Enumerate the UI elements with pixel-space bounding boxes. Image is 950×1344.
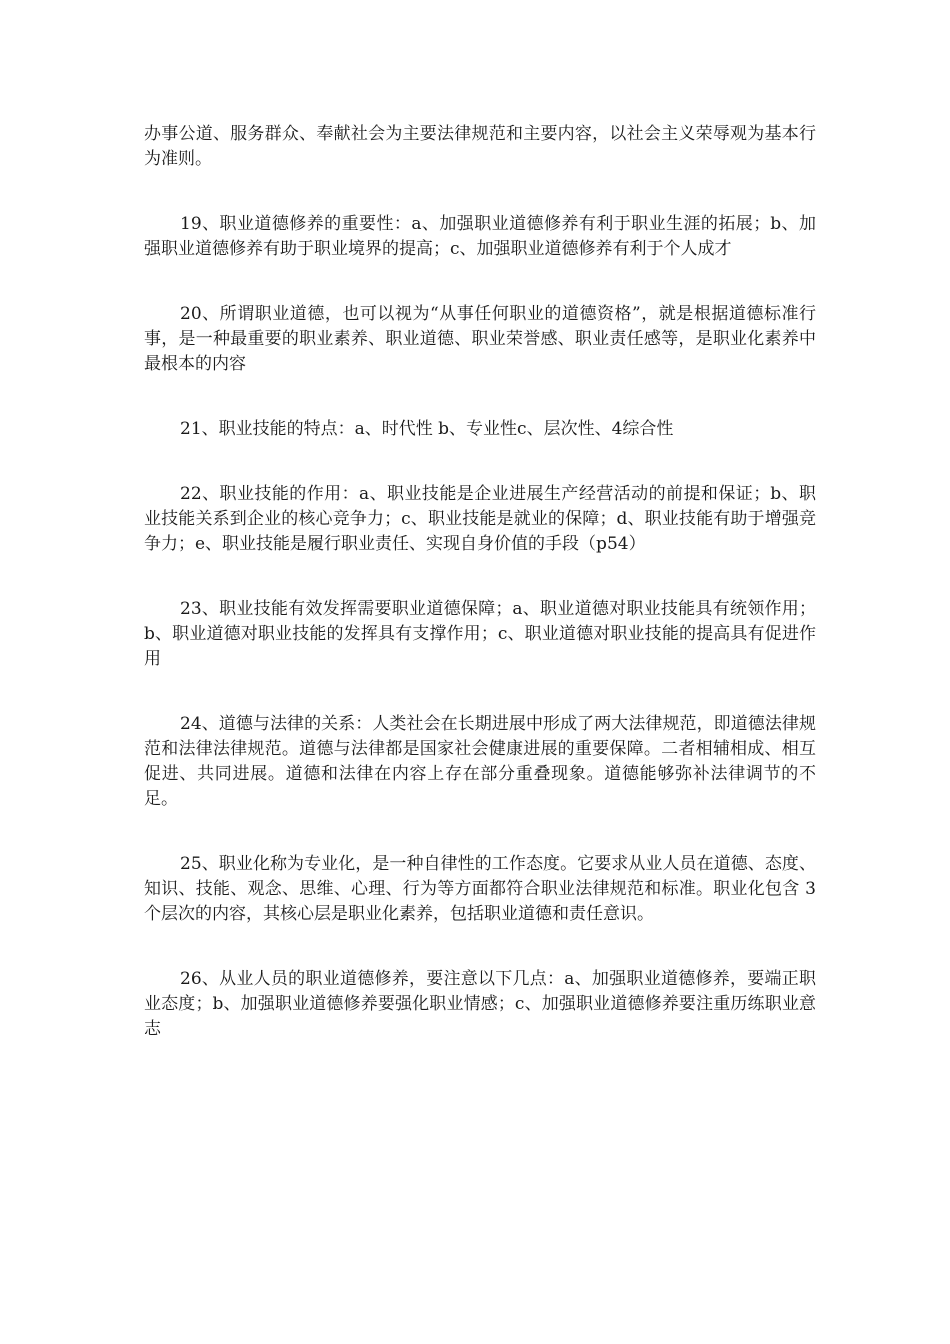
paragraph-gap (144, 672, 816, 712)
paragraph-23: 23、职业技能有效发挥需要职业道德保障；a、职业道德对职业技能具有统领作用；b、职业道德对职业技能的发挥具有支撑作用；c、职业道德对职业技能的提高具有促进作用 (144, 599, 816, 669)
paragraph-gap (144, 927, 816, 967)
paragraph-gap (144, 812, 816, 852)
paragraph-19: 19、职业道德修养的重要性：a、加强职业道德修养有利于职业生涯的拓展；b、加强职业道德修养有助于职业境界的提高；c、加强职业道德修养有利于个人成才 (144, 214, 816, 259)
paragraph-18-continuation: 办事公道、服务群众、奉献社会为主要法律规范和主要内容，以社会主义荣辱观为基本行为准则。 (144, 124, 816, 169)
paragraph-gap (144, 172, 816, 212)
document-page (144, 122, 816, 1042)
paragraph-22: 22、职业技能的作用：a、职业技能是企业进展生产经营活动的前提和保证；b、职业技能关系到企业的核心竞争力；c、职业技能是就业的保障；d、职业技能有助于增强竞争力；e、职业技能是履行职业责任、实现自身价值的手段（p54） (144, 484, 816, 554)
paragraph-gap (144, 262, 816, 302)
paragraph-gap (144, 377, 816, 417)
paragraph-21: 21、职业技能的特点：a、时代性 b、专业性c、层次性、4综合性 (180, 419, 674, 439)
paragraph-26: 26、从业人员的职业道德修养，要注意以下几点：a、加强职业道德修养，要端正职业态度；b、加强职业道德修养要强化职业情感；c、加强职业道德修养要注重历练职业意志 (144, 969, 816, 1039)
paragraph-24: 24、道德与法律的关系：人类社会在长期进展中形成了两大法律规范，即道德法律规范和法律法律规范。道德与法律都是国家社会健康进展的重要保障。二者相辅相成、相互促进、共同进展。道德和法律在内容上存在部分重叠现象。道德能够弥补法律调节的不足。 (144, 714, 816, 809)
paragraph-20: 20、所谓职业道德，也可以视为“从事任何职业的道德资格”，就是根据道德标准行事，是一种最重要的职业素养、职业道德、职业荣誉感、职业责任感等，是职业化素养中最根本的内容 (144, 304, 816, 374)
paragraph-gap (144, 557, 816, 597)
paragraph-25: 25、职业化称为专业化，是一种自律性的工作态度。它要求从业人员在道德、态度、知识、技能、观念、思维、心理、行为等方面都符合职业法律规范和标准。职业化包含 3 个层次的内容，其核心层是职业化素养，包括职业道德和责任意识。 (144, 854, 816, 924)
paragraph-gap (144, 442, 816, 482)
